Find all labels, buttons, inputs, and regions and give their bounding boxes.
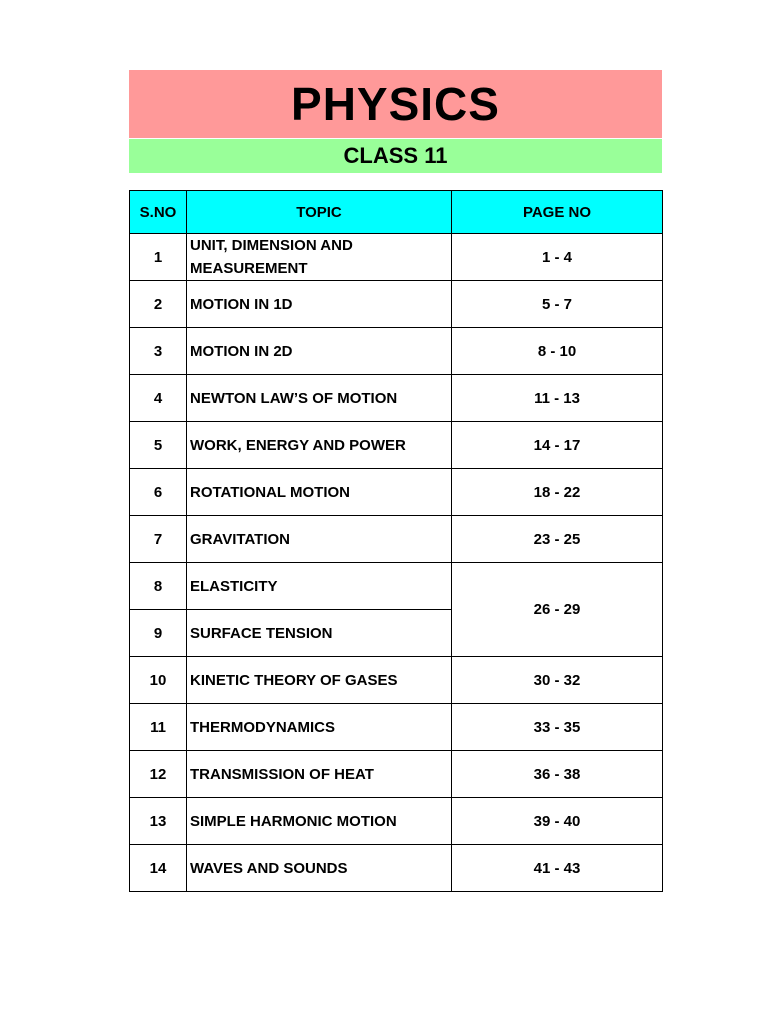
table-row [130,375,663,422]
table-header-row [130,191,663,234]
row-page-no: 5 - 7 [452,281,663,328]
row-sno: 10 [130,657,187,704]
row-sno: 8 [130,563,187,610]
row-topic: NEWTON LAW’S OF MOTION [187,375,452,422]
table-row [130,469,663,516]
row-page-no: 26 - 29 [452,563,663,657]
row-page-no: 23 - 25 [452,516,663,563]
table-row [130,422,663,469]
row-sno: 4 [130,375,187,422]
row-page-no: 36 - 38 [452,751,663,798]
row-page-no: 8 - 10 [452,328,663,375]
row-topic: WAVES AND SOUNDS [187,845,452,892]
table-row [130,563,663,610]
row-page-no: 30 - 32 [452,657,663,704]
row-page-no: 41 - 43 [452,845,663,892]
row-sno: 2 [130,281,187,328]
title-banner [129,70,662,138]
table-row [130,234,663,281]
table-row [130,798,663,845]
row-page-no: 1 - 4 [452,234,663,281]
row-page-no: 18 - 22 [452,469,663,516]
row-sno: 1 [130,234,187,281]
row-page-no: 11 - 13 [452,375,663,422]
row-sno: 3 [130,328,187,375]
row-page-no: 39 - 40 [452,798,663,845]
table-row [130,328,663,375]
header-page-no: PAGE NO [452,191,663,234]
row-page-no: 33 - 35 [452,704,663,751]
header-sno: S.NO [130,191,187,234]
row-sno: 13 [130,798,187,845]
row-sno: 11 [130,704,187,751]
row-topic: WORK, ENERGY AND POWER [187,422,452,469]
row-topic: SURFACE TENSION [187,610,452,657]
row-topic: ROTATIONAL MOTION [187,469,452,516]
row-topic: SIMPLE HARMONIC MOTION [187,798,452,845]
row-sno: 6 [130,469,187,516]
table-row [130,704,663,751]
row-sno: 9 [130,610,187,657]
table-row [130,845,663,892]
row-sno: 12 [130,751,187,798]
page-title: PHYSICS [291,78,500,130]
row-topic: THERMODYNAMICS [187,704,452,751]
table-row [130,281,663,328]
table-row [130,657,663,704]
row-topic: KINETIC THEORY OF GASES [187,657,452,704]
row-sno: 5 [130,422,187,469]
row-topic: UNIT, DIMENSION AND MEASUREMENT [187,234,452,281]
row-topic: MOTION IN 1D [187,281,452,328]
class-subtitle: CLASS 11 [343,143,448,168]
row-sno: 7 [130,516,187,563]
table-row [130,516,663,563]
row-topic: ELASTICITY [187,563,452,610]
contents-table [129,190,663,892]
row-topic: GRAVITATION [187,516,452,563]
table-row [130,751,663,798]
class-banner [129,139,662,173]
row-topic: TRANSMISSION OF HEAT [187,751,452,798]
row-page-no: 14 - 17 [452,422,663,469]
header-topic: TOPIC [187,191,452,234]
row-sno: 14 [130,845,187,892]
row-topic: MOTION IN 2D [187,328,452,375]
